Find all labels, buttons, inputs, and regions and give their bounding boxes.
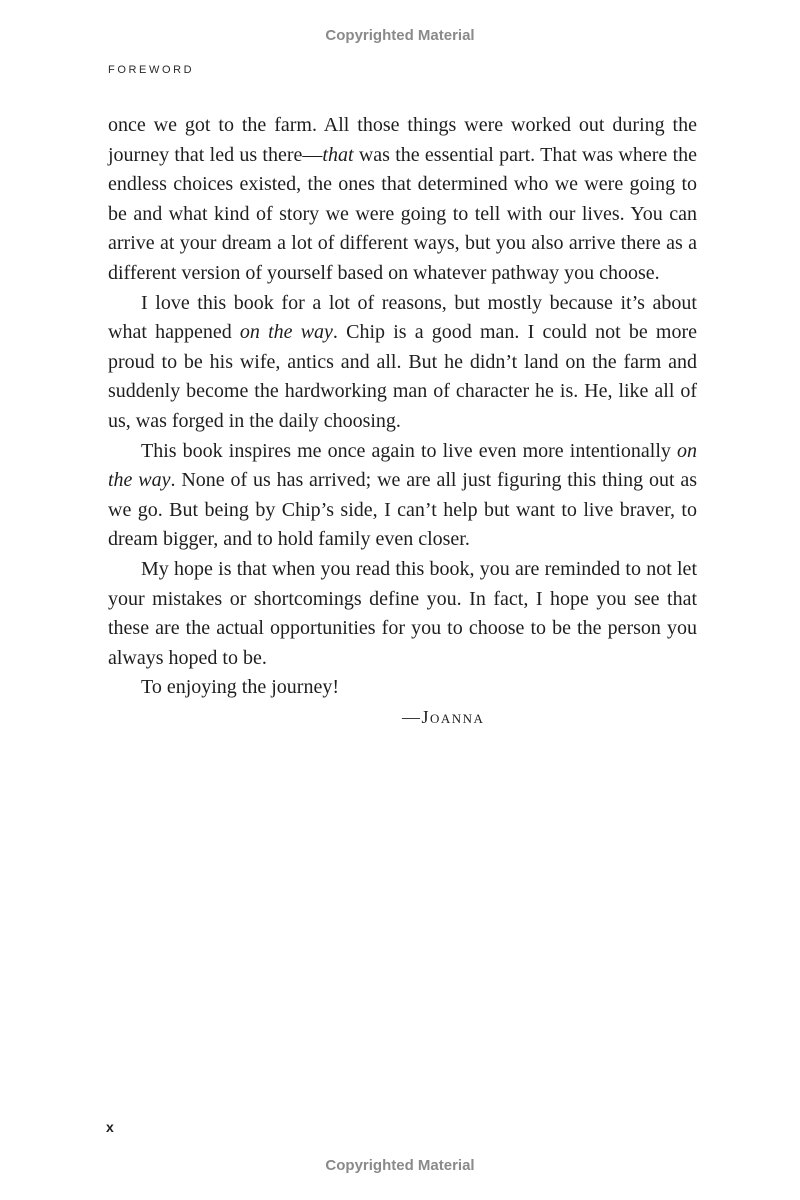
paragraph	[108, 555, 697, 673]
italic-text-run: on the way	[239, 321, 333, 344]
italic-text-run: that	[322, 143, 354, 166]
text-run: My hope is that when you read this book, you are reminded to not let your mistakes or shortcomings define you. In fact, I hope you see that these are the actual opportunities for you to choose to be the person you always hoped to be.	[108, 557, 697, 669]
text-run: once we got to the farm. All those things were worked out during the journey that led us there—	[108, 114, 697, 166]
running-head: FOREWORD	[108, 64, 195, 76]
paragraph	[108, 437, 697, 555]
signature: —Joanna	[402, 707, 485, 727]
text-run: This book inspires me once again to live even more intentionally	[141, 439, 677, 462]
paragraph	[108, 673, 697, 703]
paragraph	[108, 289, 697, 437]
copyright-watermark-bottom: Copyrighted Material	[325, 1157, 475, 1174]
italic-text-run: on the way	[108, 439, 697, 492]
text-run: . Chip is a good man. I could not be more proud to be his wife, antics and all. But he didn’t land on the farm and suddenly become the hardworking man of character he is. He, like all of us, was forged in the daily choosing.	[108, 321, 697, 432]
foreword-body	[108, 111, 697, 703]
text-run: To enjoying the journey!	[141, 676, 339, 699]
page-number: x	[106, 1119, 114, 1135]
text-run: I love this book for a lot of reasons, but mostly because it’s about what happened	[108, 291, 697, 344]
text-run: . None of us has arrived; we are all just figuring this thing out as we go. But being by Chip’s side, I can’t help but want to live braver, to dream bigger, and to hold family even closer.	[108, 469, 697, 551]
paragraph	[108, 111, 697, 289]
text-run: was the essential part. That was where the endless choices existed, the ones that determined who we were going to be and what kind of story we were going to tell with our lives. You can arrive at your dream a lot of different ways, but you also arrive there as a different version of yourself based on whatever pathway you choose.	[108, 143, 697, 284]
copyright-watermark-top: Copyrighted Material	[325, 27, 475, 44]
